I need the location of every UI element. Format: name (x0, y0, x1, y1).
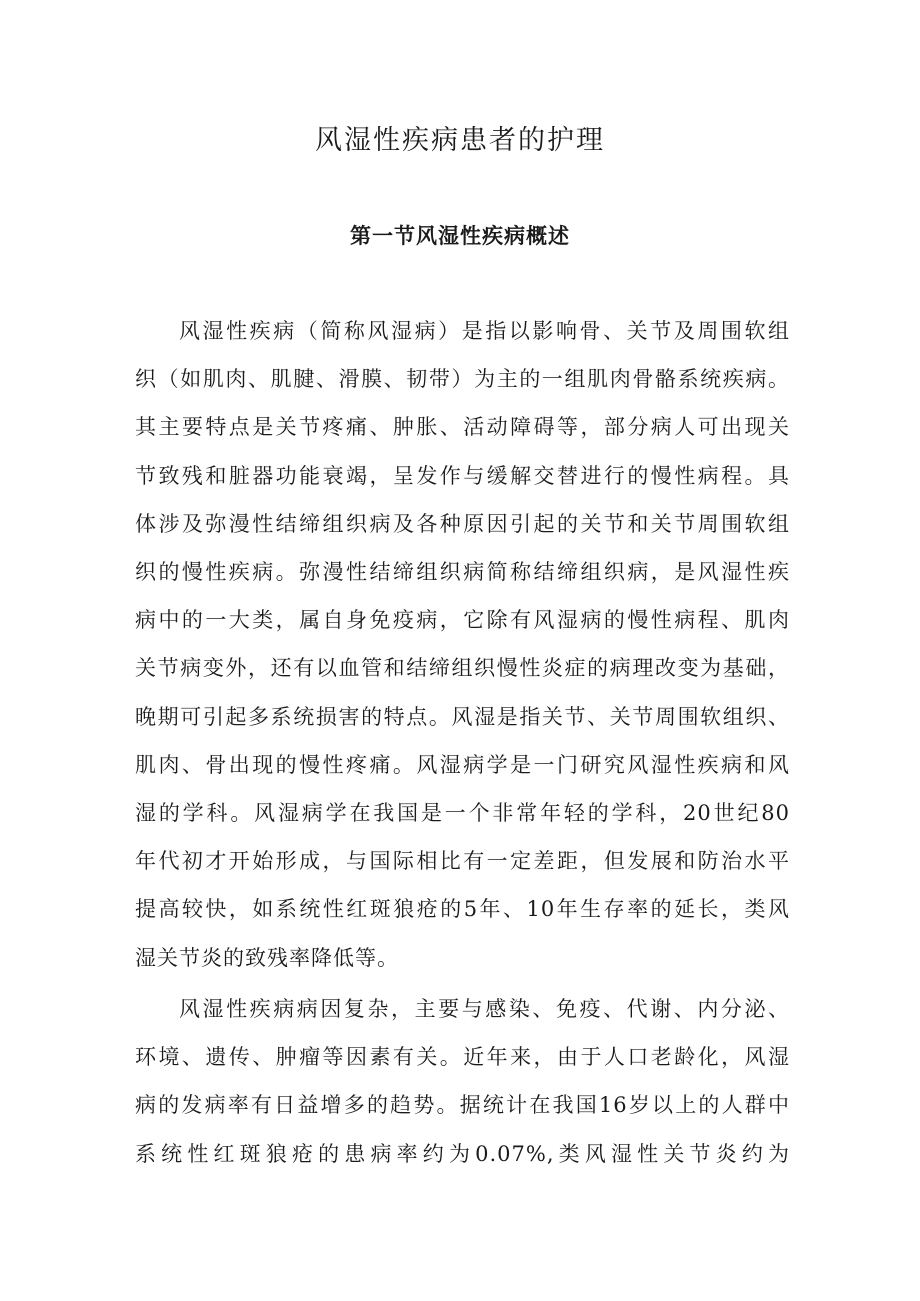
paragraph-line: 晚期可引起多系统损害的特点。风湿是指关节、关节周围软组织、 (135, 704, 790, 729)
paragraph-line: 织的慢性疾病。弥漫性结缔组织病简称结缔组织病，是风湿性疾 (135, 560, 790, 585)
paragraph-etiology (135, 985, 790, 1178)
paragraph-line: 系统性红斑狼疮的患病率约为0.07%,类风湿性关节炎约为 (135, 1141, 790, 1166)
paragraph-line: 体涉及弥漫性结缔组织病及各种原因引起的关节和关节周围软组 (135, 511, 790, 536)
paragraph-line: 病中的一大类，属自身免疫病，它除有风湿病的慢性病程、肌肉 (135, 608, 790, 633)
document-title: 风湿性疾病患者的护理 (315, 125, 605, 156)
paragraph-line: 肌肉、骨出现的慢性疼痛。风湿病学是一门研究风湿性疾病和风 (135, 752, 790, 777)
section-title: 第一节风湿性疾病概述 (350, 223, 570, 248)
paragraph-line: 风湿性疾病（简称风湿病）是指以影响骨、关节及周围软组 (179, 319, 790, 343)
paragraph-line: 提高较快，如系统性红斑狼疮的5年、10年生存率的延长，类风 (135, 897, 790, 922)
paragraph-line: 湿关节炎的致残率降低等。 (135, 945, 399, 970)
paragraph-line: 病的发病率有日益增多的趋势。据统计在我国16岁以上的人群中 (135, 1093, 790, 1118)
paragraph-line: 环境、遗传、肿瘤等因素有关。近年来，由于人口老龄化，风湿 (135, 1045, 790, 1070)
paragraph-line: 节致残和脏器功能衰竭，呈发作与缓解交替进行的慢性病程。具 (135, 463, 790, 488)
paragraph-line: 湿的学科。风湿病学在我国是一个非常年轻的学科，20世纪80 (135, 801, 790, 826)
paragraph-line: 关节病变外，还有以血管和结缔组织慢性炎症的病理改变为基础， (135, 656, 790, 681)
paragraph-line: 织（如肌肉、肌腱、滑膜、韧带）为主的一组肌肉骨骼系统疾病。 (135, 367, 790, 392)
paragraph-overview (135, 307, 790, 982)
paragraph-line: 年代初才开始形成，与国际相比有一定差距，但发展和防治水平 (135, 849, 790, 874)
paragraph-line: 风湿性疾病病因复杂，主要与感染、免疫、代谢、内分泌、 (179, 997, 790, 1021)
paragraph-line: 其主要特点是关节疼痛、肿胀、活动障碍等，部分病人可出现关 (135, 415, 790, 440)
